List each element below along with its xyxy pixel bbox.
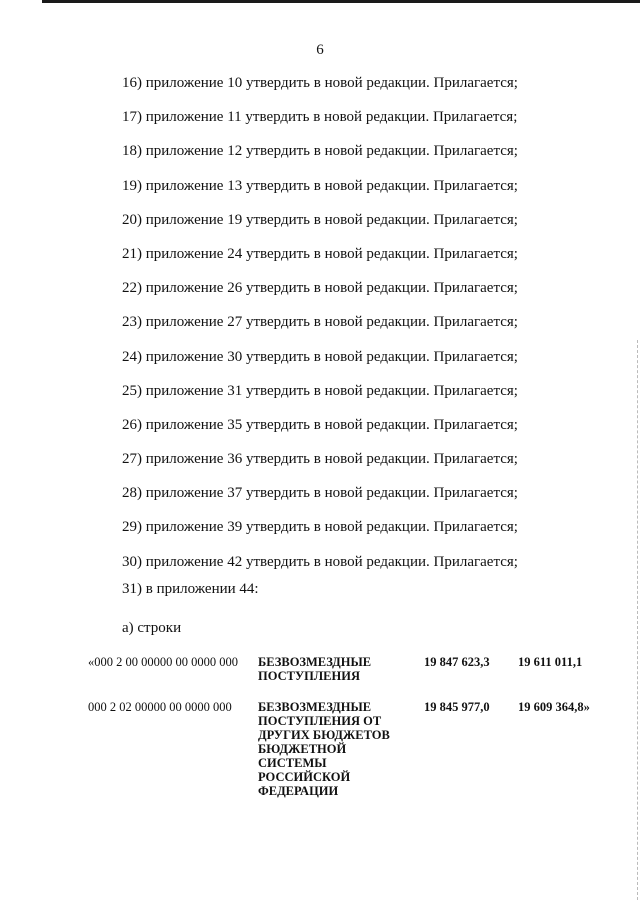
list-item: 20) приложение 19 утвердить в новой редакции. Прилагается; — [122, 211, 518, 228]
row-name-line: ФЕДЕРАЦИИ — [258, 784, 339, 798]
page-number: 6 — [316, 42, 324, 58]
list-item: 29) приложение 39 утвердить в новой редакции. Прилагается; — [122, 519, 518, 536]
value-1: 19 847 623,3 — [424, 655, 490, 669]
amendment-list — [122, 72, 518, 585]
row-name-line: БЮДЖЕТНОЙ — [258, 742, 347, 756]
budget-code: «000 2 00 00000 00 0000 000 — [88, 655, 238, 669]
list-item: 22) приложение 26 утвердить в новой редакции. Прилагается; — [122, 280, 518, 297]
row-name-line: СИСТЕМЫ — [258, 756, 327, 770]
budget-code: 000 2 02 00000 00 0000 000 — [88, 700, 232, 714]
value-2: 19 611 011,1 — [518, 655, 583, 669]
list-item: 30) приложение 42 утвердить в новой редакции. Прилагается; — [122, 553, 518, 570]
value-1: 19 845 977,0 — [424, 700, 490, 714]
list-item: 18) приложение 12 утвердить в новой редакции. Прилагается; — [122, 143, 518, 160]
list-item: 25) приложение 31 утвердить в новой редакции. Прилагается; — [122, 382, 518, 399]
scan-edge — [636, 340, 638, 900]
list-item: 21) приложение 24 утвердить в новой редакции. Прилагается; — [122, 245, 518, 262]
list-item: 19) приложение 13 утвердить в новой редакции. Прилагается; — [122, 177, 518, 194]
row-name-line: ПОСТУПЛЕНИЯ — [258, 669, 360, 683]
item-31: 31) в приложении 44: — [122, 581, 259, 597]
row-name — [258, 700, 408, 798]
row-name-line: ДРУГИХ БЮДЖЕТОВ — [258, 728, 390, 742]
top-border — [42, 0, 640, 3]
list-item: 26) приложение 35 утвердить в новой редакции. Прилагается; — [122, 416, 518, 433]
sub-item-a: а) строки — [122, 620, 182, 636]
value-2: 19 609 364,8» — [518, 700, 590, 714]
list-item: 23) приложение 27 утвердить в новой редакции. Прилагается; — [122, 314, 518, 331]
list-item: 24) приложение 30 утвердить в новой редакции. Прилагается; — [122, 348, 518, 365]
row-name-line: БЕЗВОЗМЕЗДНЫЕ — [258, 700, 372, 714]
row-name-line: РОССИЙСКОЙ — [258, 770, 351, 784]
row-name-line: ПОСТУПЛЕНИЯ ОТ — [258, 714, 382, 728]
list-item: 17) приложение 11 утвердить в новой редакции. Прилагается; — [122, 109, 518, 126]
row-name — [258, 655, 408, 683]
list-item: 16) приложение 10 утвердить в новой редакции. Прилагается; — [122, 75, 518, 91]
row-name-line: БЕЗВОЗМЕЗДНЫЕ — [258, 655, 372, 669]
list-item: 27) приложение 36 утвердить в новой редакции. Прилагается; — [122, 451, 518, 468]
list-item: 28) приложение 37 утвердить в новой редакции. Прилагается; — [122, 485, 518, 502]
